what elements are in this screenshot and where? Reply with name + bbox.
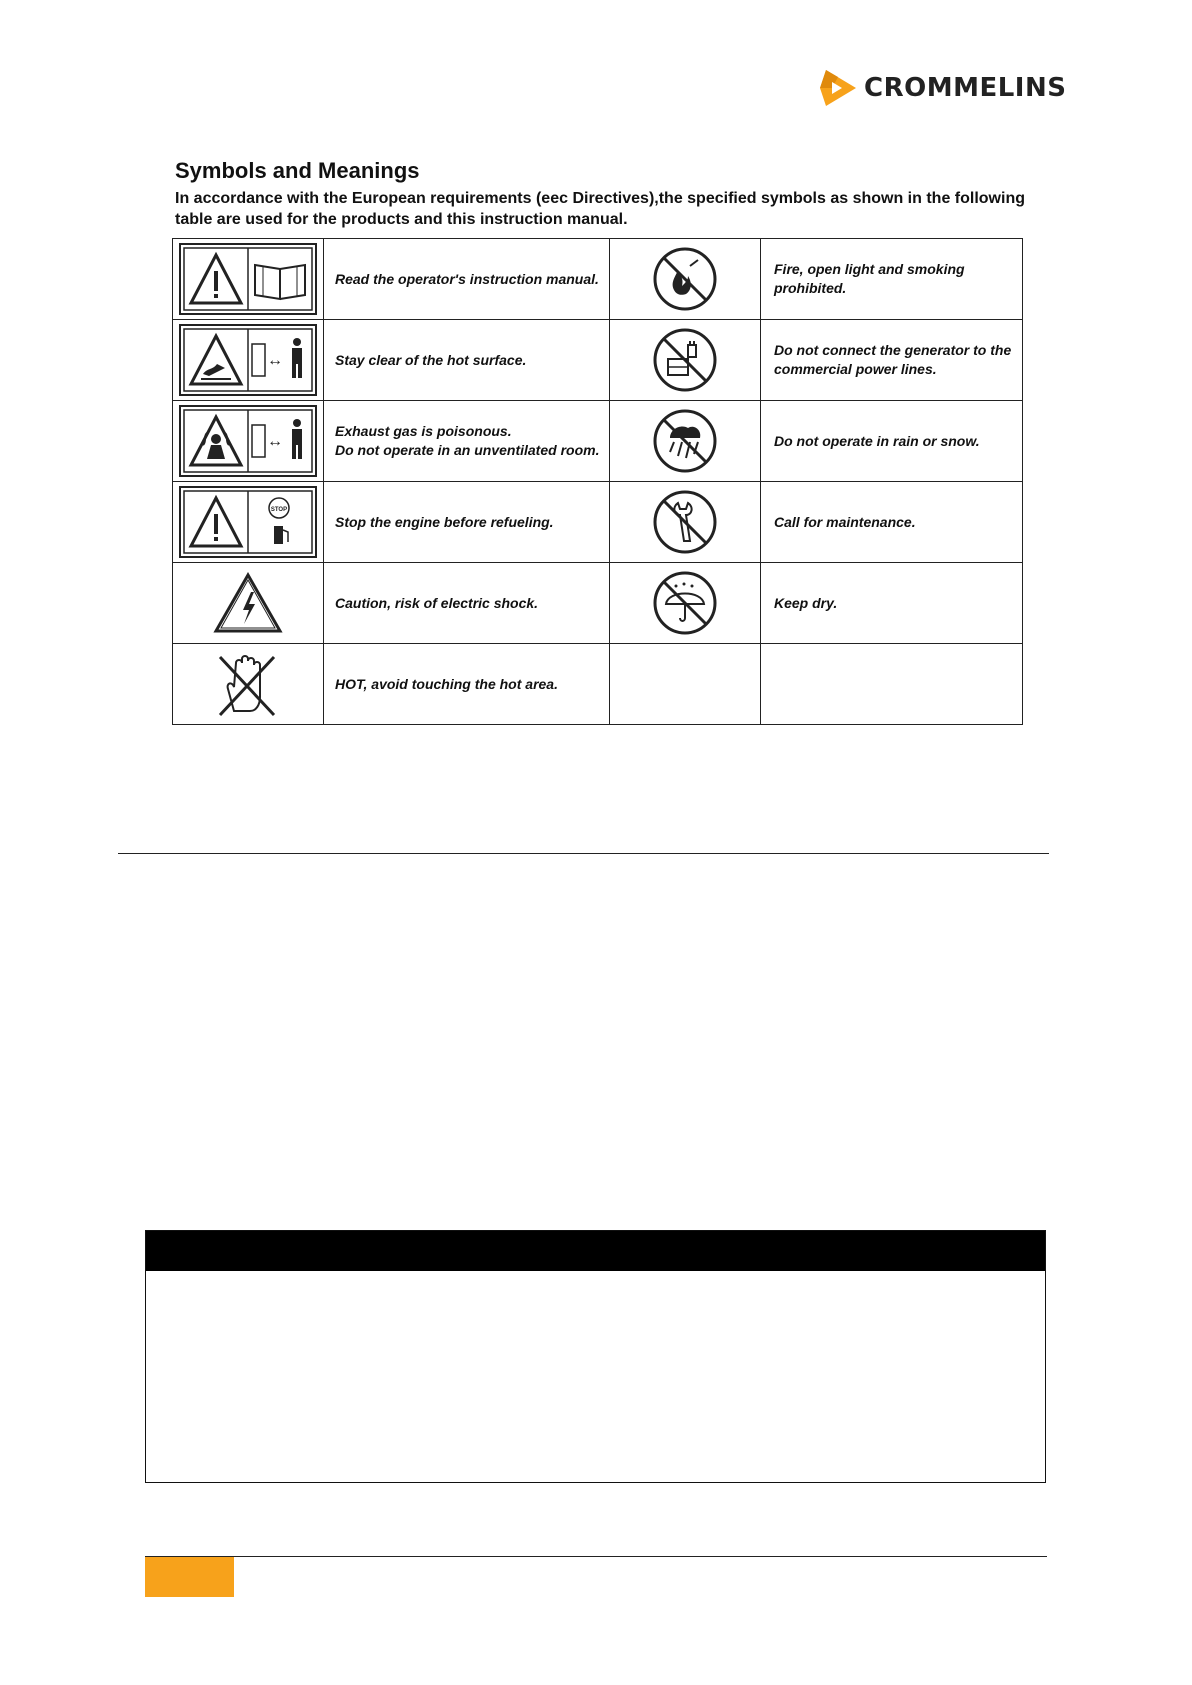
svg-text:↔: ↔ (267, 433, 283, 450)
no-wrench-maintenance-icon (652, 489, 718, 555)
no-grid-connection-icon (652, 327, 718, 393)
notice-box (145, 1230, 1046, 1483)
symbol-meaning-sub: Do not operate in an unventilated room. (335, 442, 600, 458)
symbols-table (172, 238, 1023, 725)
toxic-exhaust-keep-clear-icon (179, 405, 317, 477)
symbol-cell (173, 239, 324, 320)
hot-surface-keep-clear-icon (179, 324, 317, 396)
symbol-cell (173, 563, 324, 644)
footer-divider (145, 1556, 1047, 1557)
symbol-cell (173, 482, 324, 563)
hot-no-touch-hand-icon (210, 649, 286, 719)
symbol-cell (610, 563, 761, 644)
empty-cell (761, 644, 1023, 725)
electric-shock-warning-icon (213, 572, 283, 634)
symbol-meaning: Caution, risk of electric shock. (324, 563, 610, 644)
brand-name: CROMMELINS (864, 73, 1067, 103)
symbol-meaning: HOT, avoid touching the hot area. (324, 644, 610, 725)
symbol-meaning: Read the operator's instruction manual. (324, 239, 610, 320)
symbol-cell (610, 401, 761, 482)
symbol-meaning-main: Exhaust gas is poisonous. (335, 423, 512, 439)
symbol-meaning: Do not operate in rain or snow. (761, 401, 1023, 482)
symbol-meaning: Stop the engine before refueling. (324, 482, 610, 563)
symbol-cell (173, 401, 324, 482)
notice-header-bar (146, 1231, 1045, 1271)
stop-sign-label: STOP (270, 507, 288, 513)
symbol-meaning: Keep dry. (761, 563, 1023, 644)
symbol-meaning (324, 401, 610, 482)
page-number-tab (145, 1557, 234, 1597)
horizontal-divider (118, 853, 1049, 854)
table-row (173, 644, 1023, 725)
no-fire-smoking-icon (652, 246, 718, 312)
no-rain-snow-icon (652, 408, 718, 474)
symbol-meaning: Stay clear of the hot surface. (324, 320, 610, 401)
stop-engine-refuel-icon (179, 486, 317, 558)
table-row (173, 563, 1023, 644)
symbol-meaning: Fire, open light and smoking prohibited. (761, 239, 1023, 320)
symbol-cell (610, 482, 761, 563)
section-intro: In accordance with the European requirements (eec Directives),the specified symbols as shown in the following table are used for the products and this instruction manual. (175, 190, 1025, 228)
empty-cell (610, 644, 761, 725)
symbol-cell (173, 644, 324, 725)
keep-dry-icon (652, 570, 718, 636)
symbol-meaning: Do not connect the generator to the commercial power lines. (761, 320, 1023, 401)
svg-text:↔: ↔ (267, 352, 283, 369)
table-row (173, 320, 1023, 401)
crommelins-logo-icon (818, 68, 858, 108)
symbol-cell (610, 320, 761, 401)
table-row (173, 482, 1023, 563)
section-heading: Symbols and Meanings (175, 158, 420, 183)
symbol-cell (610, 239, 761, 320)
table-row (173, 401, 1023, 482)
warning-read-manual-icon (179, 243, 317, 315)
symbol-cell (173, 320, 324, 401)
brand-logo (818, 68, 1066, 108)
symbol-meaning: Call for maintenance. (761, 482, 1023, 563)
table-row (173, 239, 1023, 320)
